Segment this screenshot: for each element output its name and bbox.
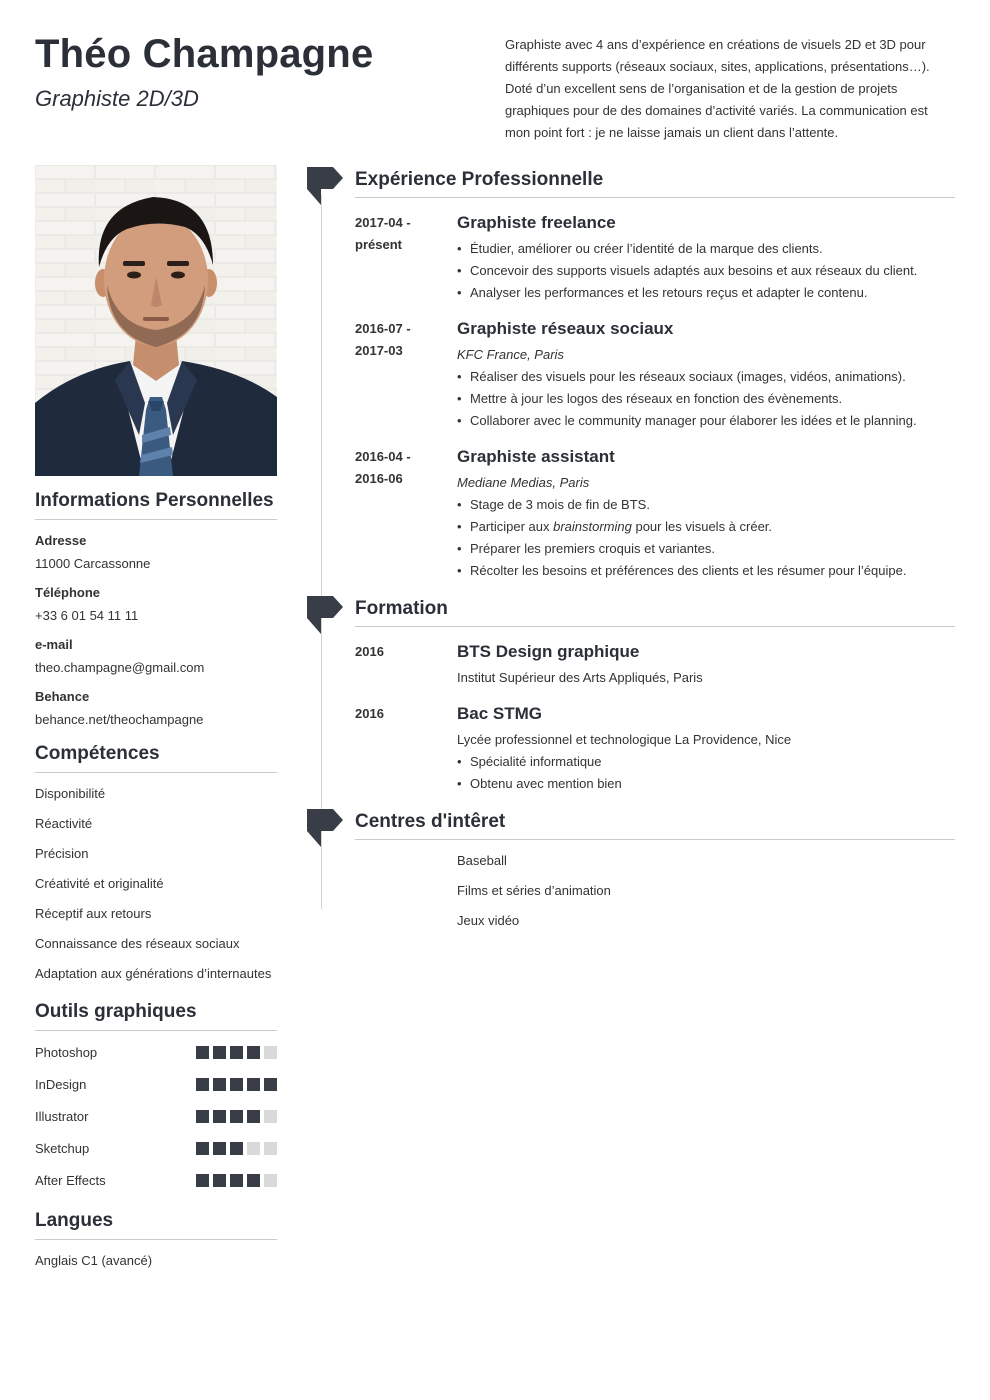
education-entry (355, 641, 955, 689)
level-dot-filled (196, 1046, 209, 1059)
level-dot-filled (230, 1174, 243, 1187)
profile-photo (35, 165, 277, 476)
list-item: • Obtenu avec mention bien (457, 773, 955, 795)
tool-row (35, 1164, 277, 1196)
language-item: Anglais C1 (avancé) (35, 1253, 153, 1268)
list-item: • Concevoir des supports visuels adaptés aux besoins et aux réseaux du client. (457, 260, 955, 282)
tool-level-dots (196, 1110, 277, 1123)
list-item: • Réaliser des visuels pour les réseaux sociaux (images, vidéos, animations). (457, 366, 955, 388)
level-dot-filled (213, 1046, 226, 1059)
personal-info-section (35, 490, 277, 727)
level-dot-empty (247, 1142, 260, 1155)
level-dot-empty (264, 1174, 277, 1187)
degree-title: Bac STMG (457, 704, 543, 723)
right-column (355, 165, 955, 936)
level-dot-filled (213, 1142, 226, 1155)
date-end: 2017-03 (355, 343, 403, 358)
skill-item: Créativité et originalité (35, 876, 164, 891)
tool-name: Sketchup (35, 1140, 90, 1156)
list-item: • Spécialité informatique (457, 751, 955, 773)
entry-date: 2016 (355, 706, 384, 721)
institution: Institut Supérieur des Arts Appliqués, Paris (457, 670, 703, 685)
list-item: • Récolter les besoins et préférences des clients et les résumer pour l’équipe. (457, 560, 955, 582)
level-dot-filled (213, 1110, 226, 1123)
job-title: Graphiste assistant (457, 447, 615, 466)
experience-entry (355, 212, 955, 304)
level-dot-filled (230, 1046, 243, 1059)
experience-title: Expérience Professionnelle (355, 165, 955, 198)
date-end: présent (355, 237, 402, 252)
tool-name: Photoshop (35, 1044, 98, 1060)
tool-row (35, 1132, 277, 1164)
skill-item: Adaptation aux générations d’internautes (35, 966, 272, 981)
skill-item: Précision (35, 846, 89, 861)
education-section (355, 594, 955, 795)
level-dot-filled (247, 1046, 260, 1059)
tool-level-dots (196, 1174, 277, 1187)
section-flag-icon (307, 596, 343, 634)
list-item: • Analyser les performances et les retours reçus et adapter le contenu. (457, 282, 955, 304)
level-dot-filled (247, 1078, 260, 1091)
level-dot-filled (247, 1110, 260, 1123)
tool-level-dots (196, 1046, 277, 1059)
job-title: Graphiste réseaux sociaux (457, 319, 674, 338)
address-label: Adresse (35, 533, 87, 548)
timeline-line (321, 195, 322, 909)
personal-info-title: Informations Personnelles (35, 490, 277, 520)
section-flag-icon (307, 809, 343, 847)
list-item: • Étudier, améliorer ou créer l’identité de la marque des clients. (457, 238, 955, 260)
resume-header (35, 32, 955, 152)
experience-entry (355, 446, 955, 582)
phone-value: +33 6 01 54 11 11 (35, 608, 139, 623)
date-end: 2016-06 (355, 471, 403, 486)
tool-name: After Effects (35, 1172, 106, 1188)
languages-section (35, 1210, 277, 1276)
level-dot-filled (196, 1110, 209, 1123)
tool-level-dots (196, 1078, 277, 1091)
date-start: 2016-07 - (355, 321, 411, 336)
list-item: • Participer aux brainstorming pour les visuels à créer. (457, 516, 955, 538)
date-start: 2016-04 - (355, 449, 411, 464)
tool-level-dots (196, 1142, 277, 1155)
degree-title: BTS Design graphique (457, 642, 640, 661)
left-column (35, 165, 277, 1276)
list-item: • Stage de 3 mois de fin de BTS. (457, 494, 955, 516)
email-label: e-mail (35, 637, 73, 652)
languages-title: Langues (35, 1210, 277, 1240)
level-dot-filled (213, 1078, 226, 1091)
level-dot-filled (230, 1142, 243, 1155)
candidate-job-title: Graphiste 2D/3D (35, 86, 199, 111)
level-dot-filled (247, 1174, 260, 1187)
skill-item: Disponibilité (35, 786, 106, 801)
employer: KFC France, Paris (457, 347, 564, 362)
level-dot-filled (264, 1078, 277, 1091)
entry-date (355, 318, 457, 432)
level-dot-filled (230, 1110, 243, 1123)
skills-section (35, 743, 277, 989)
list-item: • Préparer les premiers croquis et variantes. (457, 538, 955, 560)
tool-name: InDesign (35, 1076, 87, 1092)
experience-entry (355, 318, 955, 432)
level-dot-empty (264, 1110, 277, 1123)
job-title: Graphiste freelance (457, 213, 616, 232)
institution: Lycée professionnel et technologique La Providence, Nice (457, 732, 792, 747)
tools-title: Outils graphiques (35, 1001, 277, 1031)
candidate-name: Théo Champagne (35, 32, 374, 76)
email-value: theo.champagne@gmail.com (35, 660, 205, 675)
level-dot-filled (196, 1142, 209, 1155)
entry-date (355, 212, 457, 304)
interest-item: Films et séries d’animation (457, 883, 611, 898)
interest-item: Jeux vidéo (457, 913, 520, 928)
level-dot-filled (196, 1078, 209, 1091)
list-item: • Mettre à jour les logos des réseaux en fonction des évènements. (457, 388, 955, 410)
section-flag-icon (307, 167, 343, 205)
tools-section (35, 1001, 277, 1196)
experience-section (355, 165, 955, 582)
tool-name: Illustrator (35, 1108, 89, 1124)
behance-label: Behance (35, 689, 90, 704)
interest-item: Baseball (457, 853, 507, 868)
profile-summary: Graphiste avec 4 ans d’expérience en créations de visuels 2D et 3D pour différents supports (réseaux sociaux, sites, applications, présentations…). Doté d’un excellent sens de l’organisation et de la gestion de projets graphiques pour de des domaines d’activité variés. La communication est mon point fort : je ne laisse jamais un client dans l’attente. (505, 37, 930, 140)
skill-item: Connaissance des réseaux sociaux (35, 936, 240, 951)
tool-row (35, 1100, 277, 1132)
level-dot-filled (230, 1078, 243, 1091)
employer: Mediane Medias, Paris (457, 475, 590, 490)
level-dot-empty (264, 1142, 277, 1155)
entry-date (355, 446, 457, 582)
tool-row (35, 1068, 277, 1100)
level-dot-empty (264, 1046, 277, 1059)
education-entry (355, 703, 955, 795)
tool-row (35, 1036, 277, 1068)
interests-title: Centres d'intêret (355, 807, 955, 840)
behance-value: behance.net/theochampagne (35, 712, 204, 727)
list-item: • Collaborer avec le community manager pour élaborer les idées et le planning. (457, 410, 955, 432)
date-start: 2017-04 - (355, 215, 411, 230)
education-title: Formation (355, 594, 955, 627)
level-dot-filled (213, 1174, 226, 1187)
interests-section (355, 807, 955, 936)
skill-item: Réceptif aux retours (35, 906, 152, 921)
skill-item: Réactivité (35, 816, 93, 831)
entry-date: 2016 (355, 644, 384, 659)
level-dot-filled (196, 1174, 209, 1187)
address-value: 11000 Carcassonne (35, 556, 151, 571)
skills-title: Compétences (35, 743, 277, 773)
phone-label: Téléphone (35, 585, 101, 600)
